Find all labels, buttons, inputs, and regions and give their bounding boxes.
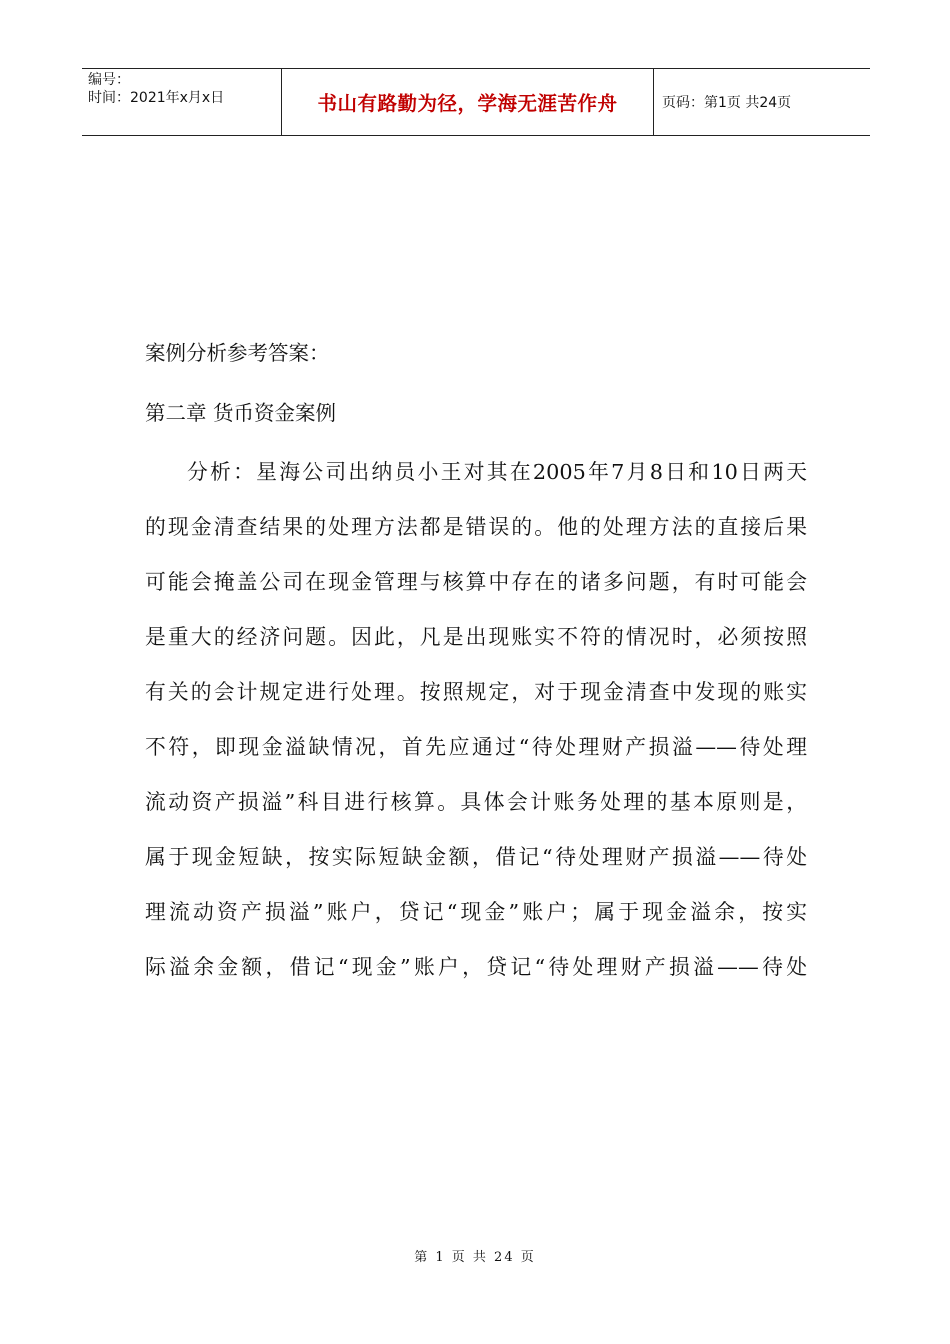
paragraph-line: 的现金清查结果的处理方法都是错误的。他的处理方法的直接后果 [145, 515, 807, 539]
paragraph-line: 可能会掩盖公司在现金管理与核算中存在的诸多问题，有时可能会 [145, 570, 807, 594]
document-number-label: 编号： [88, 72, 130, 88]
paragraph-line: 理流动资产损溢”账户，贷记“现金”账户；属于现金溢余，按实 [145, 900, 807, 924]
header-motto: 书山有路勤为径，学海无涯苦作舟 [317, 92, 618, 115]
document-time-label: 时间：2021年x月x日 [88, 90, 225, 106]
document-header [82, 68, 870, 136]
paragraph-line: 分析：星海公司出纳员小王对其在2005年7月8日和10日两天 [187, 460, 807, 484]
paragraph-line: 是重大的经济问题。因此，凡是出现账实不符的情况时，必须按照 [145, 625, 807, 649]
paragraph-line: 流动资产损溢”科目进行核算。具体会计账务处理的基本原则是， [145, 790, 807, 814]
header-motto-cell [282, 69, 654, 135]
header-info-cell [82, 69, 282, 135]
document-title: 案例分析参考答案： [145, 341, 330, 365]
paragraph-line: 际溢余金额，借记“现金”账户，贷记“待处理财产损溢——待处 [145, 955, 807, 979]
header-page-cell [654, 69, 870, 135]
page-footer: 第 1 页 共 24 页 [414, 1250, 536, 1265]
analysis-paragraph [145, 445, 807, 995]
chapter-heading: 第二章 货币资金案例 [145, 401, 337, 425]
paragraph-line: 有关的会计规定进行处理。按照规定，对于现金清查中发现的账实 [145, 680, 807, 704]
paragraph-line: 不符，即现金溢缺情况，首先应通过“待处理财产损溢——待处理 [145, 735, 807, 759]
paragraph-line: 属于现金短缺，按实际短缺金额，借记“待处理财产损溢——待处 [145, 845, 807, 869]
header-page-code: 页码：第1页 共24页 [662, 95, 792, 111]
